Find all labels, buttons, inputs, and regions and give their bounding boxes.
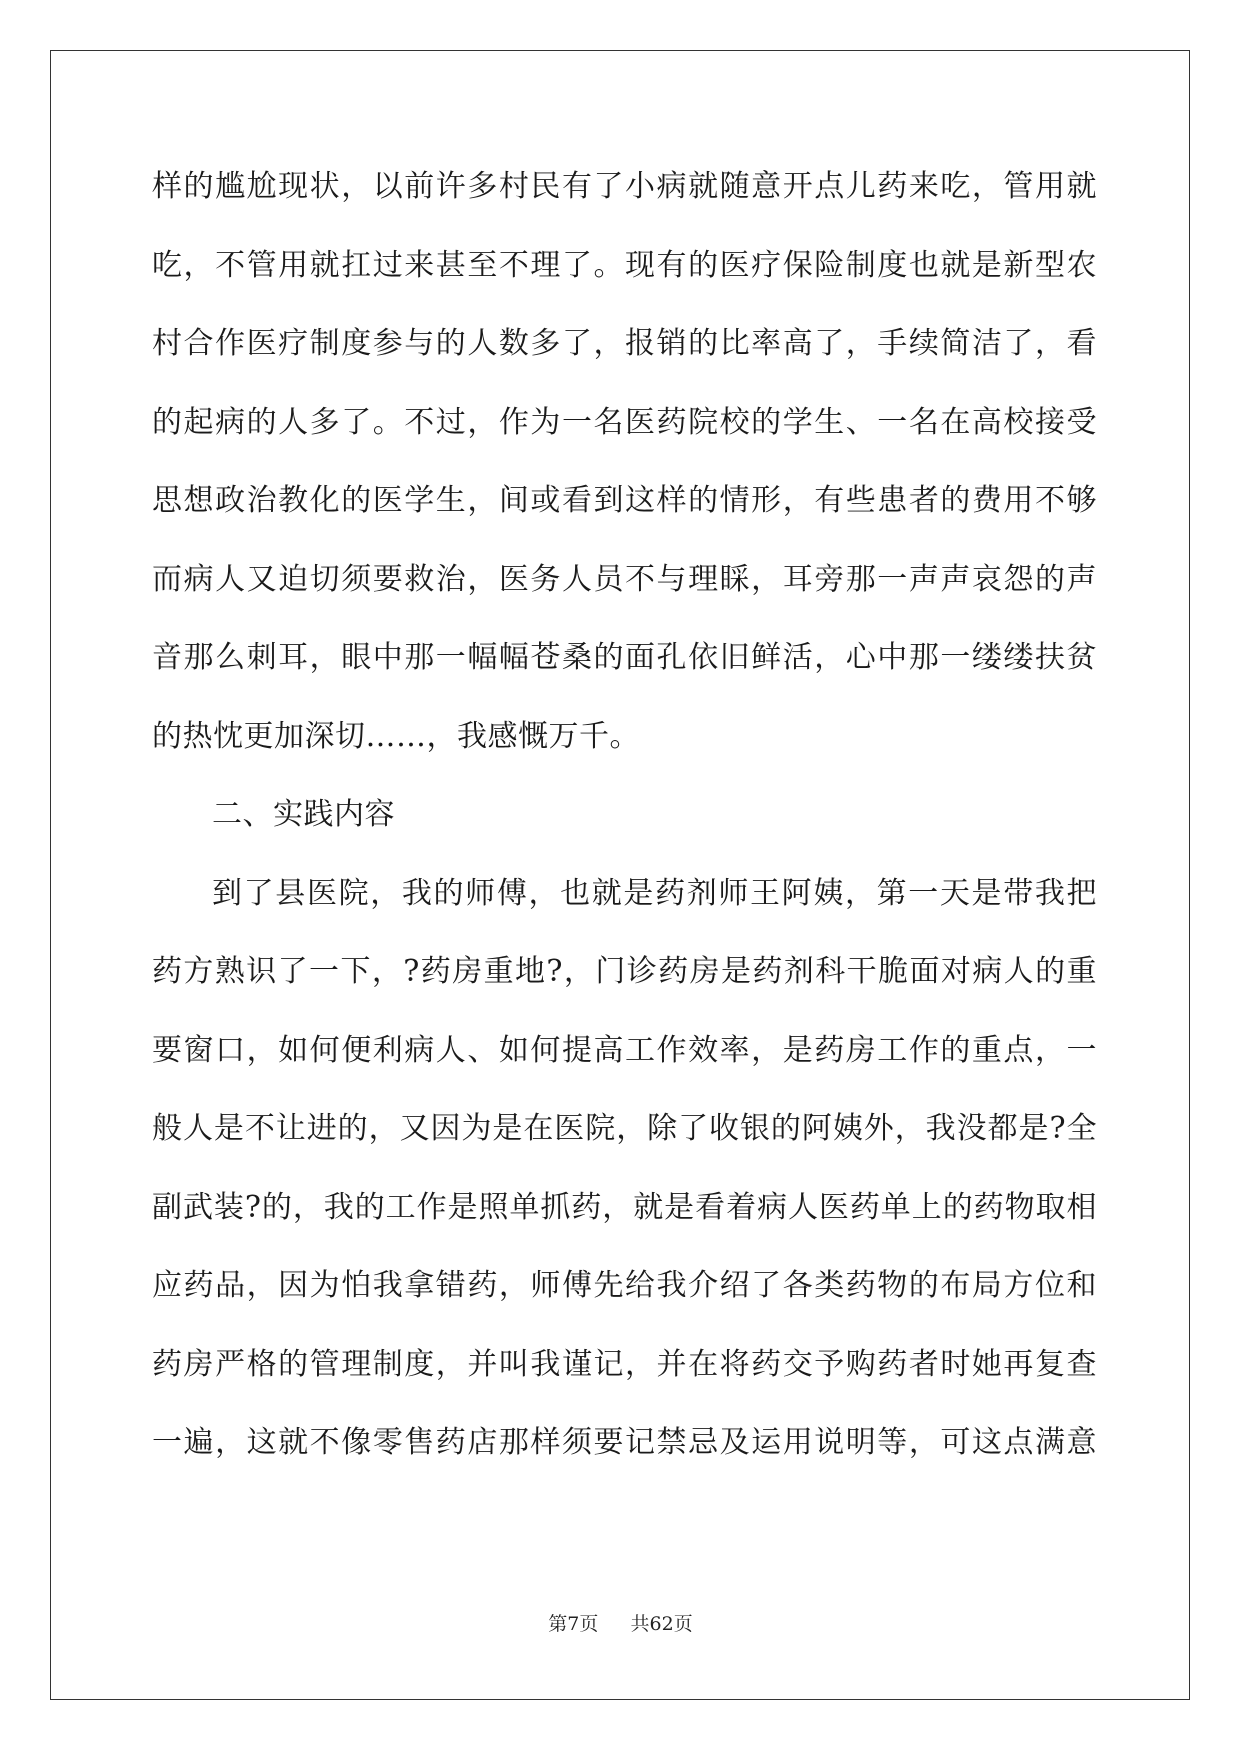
page-total: 共62页 xyxy=(630,1613,693,1635)
body-line: 到了县医院，我的师傅，也就是药剂师王阿姨，第一天是带我把 xyxy=(212,875,1097,911)
section-heading: 二、实践内容 xyxy=(212,797,395,832)
page-footer xyxy=(0,1609,1241,1636)
body-line: 的热忱更加深切……，我感慨万千。 xyxy=(152,718,640,754)
body-line: 药方熟识了一下，?药房重地?，门诊药房是药剂科干脆面对病人的重 xyxy=(152,954,1097,989)
body-line: 般人是不让进的，又因为是在医院，除了收银的阿姨外，我没都是?全 xyxy=(152,1111,1097,1146)
body-line: 药房严格的管理制度，并叫我谨记，并在将药交予购药者时她再复查 xyxy=(152,1346,1097,1382)
document-body xyxy=(152,162,1097,1497)
body-line: 的起病的人多了。不过，作为一名医药院校的学生、一名在高校接受 xyxy=(152,404,1097,440)
body-line: 样的尴尬现状，以前许多村民有了小病就随意开点儿药来吃，管用就 xyxy=(152,169,1097,204)
body-line: 思想政治教化的医学生，间或看到这样的情形，有些患者的费用不够 xyxy=(152,483,1097,518)
body-line: 要窗口，如何便利病人、如何提高工作效率，是药房工作的重点，一 xyxy=(152,1032,1097,1068)
body-line: 而病人又迫切须要救治，医务人员不与理睬，耳旁那一声声哀怨的声 xyxy=(152,561,1097,597)
body-line: 音那么刺耳，眼中那一幅幅苍桑的面孔依旧鲜活，心中那一缕缕扶贫 xyxy=(152,640,1097,675)
body-line: 村合作医疗制度参与的人数多了，报销的比率高了，手续简洁了，看 xyxy=(152,326,1097,361)
body-line: 一遍，这就不像零售药店那样须要记禁忌及运用说明等，可这点满意 xyxy=(152,1425,1097,1460)
body-line: 副武装?的，我的工作是照单抓药，就是看着病人医药单上的药物取相 xyxy=(152,1189,1097,1225)
body-line: 吃，不管用就扛过来甚至不理了。现有的医疗保险制度也就是新型农 xyxy=(152,247,1097,283)
body-line: 应药品，因为怕我拿错药，师傅先给我介绍了各类药物的布局方位和 xyxy=(152,1268,1097,1303)
page-number: 第7页 xyxy=(548,1613,599,1635)
